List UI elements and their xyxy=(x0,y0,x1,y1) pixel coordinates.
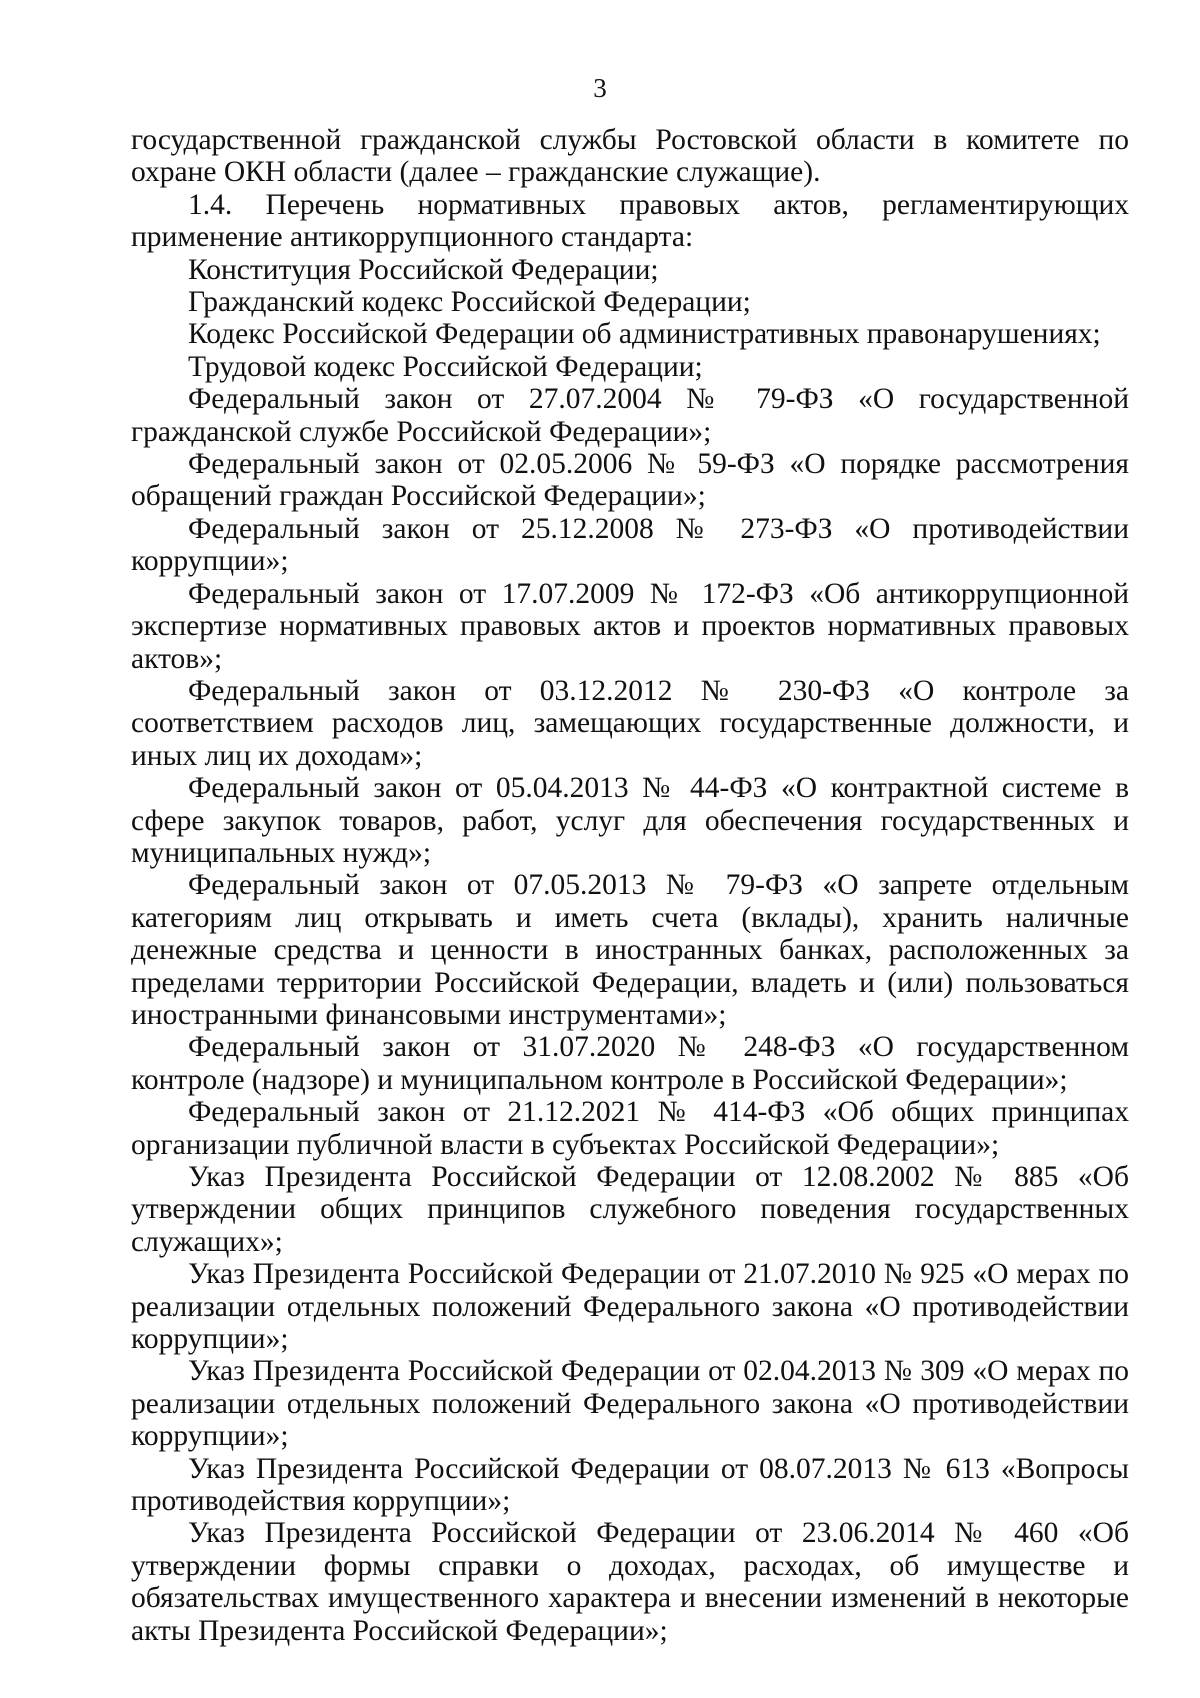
document-body xyxy=(131,124,1129,1647)
list-item-federal-law-273: Федеральный закон от 25.12.2008 № 273-ФЗ «О противодействии коррупции»; xyxy=(131,512,1129,578)
list-item-labor-code: Трудовой кодекс Российской Федерации; xyxy=(188,350,703,383)
list-item-federal-law-172: Федеральный закон от 17.07.2009 № 172-ФЗ «Об антикоррупционной экспертизе нормативных правовых актов и проектов нормативных правовых актов»; xyxy=(131,577,1129,675)
list-item-constitution: Конституция Российской Федерации; xyxy=(188,253,659,286)
list-item-administrative-code: Кодекс Российской Федерации об административных правонарушениях; xyxy=(188,318,1101,351)
page-number: 3 xyxy=(593,73,607,103)
list-item-decree-460: Указ Президента Российской Федерации от 23.06.2014 № 460 «Об утверждении формы справки о доходах, расходах, об имуществе и обязательствах имущественного характера и внесении изменений в некоторые акты Президента Российской Федерации»; xyxy=(131,1517,1129,1647)
list-item-civil-code: Гражданский кодекс Российской Федерации; xyxy=(188,286,751,319)
list-item-federal-law-79: Федеральный закон от 27.07.2004 № 79-ФЗ «О государственной гражданской службе Российской Федерации»; xyxy=(131,383,1129,448)
list-item-decree-309: Указ Президента Российской Федерации от 02.04.2013 № 309 «О мерах по реализации отдельных положений Федерального закона «О противодействии коррупции»; xyxy=(131,1355,1129,1453)
list-item-federal-law-230: Федеральный закон от 03.12.2012 № 230-ФЗ «О контроле за соответствием расходов лиц, замещающих государственные должности, и иных лиц их доходам»; xyxy=(131,674,1129,772)
list-item-decree-613: Указ Президента Российской Федерации от 08.07.2013 № 613 «Вопросы противодействия коррупции»; xyxy=(131,1452,1129,1518)
list-item-decree-925: Указ Президента Российской Федерации от 21.07.2010 № 925 «О мерах по реализации отдельных положений Федерального закона «О противодействии коррупции»; xyxy=(131,1258,1129,1356)
list-item-federal-law-414: Федеральный закон от 21.12.2021 № 414-ФЗ «Об общих принципах организации публичной власти в субъектах Российской Федерации»; xyxy=(131,1096,1129,1161)
list-item-federal-law-44: Федеральный закон от 05.04.2013 № 44-ФЗ «О контрактной системе в сфере закупок товаров, работ, услуг для обеспечения государственных и муниципальных нужд»; xyxy=(131,772,1129,869)
paragraph-section-1-4: 1.4. Перечень нормативных правовых актов, регламентирующих применение антикоррупционного стандарта: xyxy=(131,188,1129,254)
list-item-federal-law-59: Федеральный закон от 02.05.2006 № 59-ФЗ «О порядке рассмотрения обращений граждан Российской Федерации»; xyxy=(131,448,1129,513)
paragraph-continuation: государственной гражданской службы Ростовской области в комитете по охране ОКН области (далее – гражданские служащие). xyxy=(131,124,1129,189)
list-item-federal-law-79-2013: Федеральный закон от 07.05.2013 № 79-ФЗ «О запрете отдельным категориям лиц открывать и иметь счета (вклады), хранить наличные денежные средства и ценности в иностранных банках, расположенных за пределами территории Российской Федерации, владеть и (или) пользоваться иностранными финансовыми инструментами»; xyxy=(131,869,1129,1031)
list-item-decree-885: Указ Президента Российской Федерации от 12.08.2002 № 885 «Об утверждении общих принципов служебного поведения государственных служащих»; xyxy=(131,1161,1129,1258)
list-item-federal-law-248: Федеральный закон от 31.07.2020 № 248-ФЗ «О государственном контроле (надзоре) и муниципальном контроле в Российской Федерации»; xyxy=(131,1031,1129,1096)
